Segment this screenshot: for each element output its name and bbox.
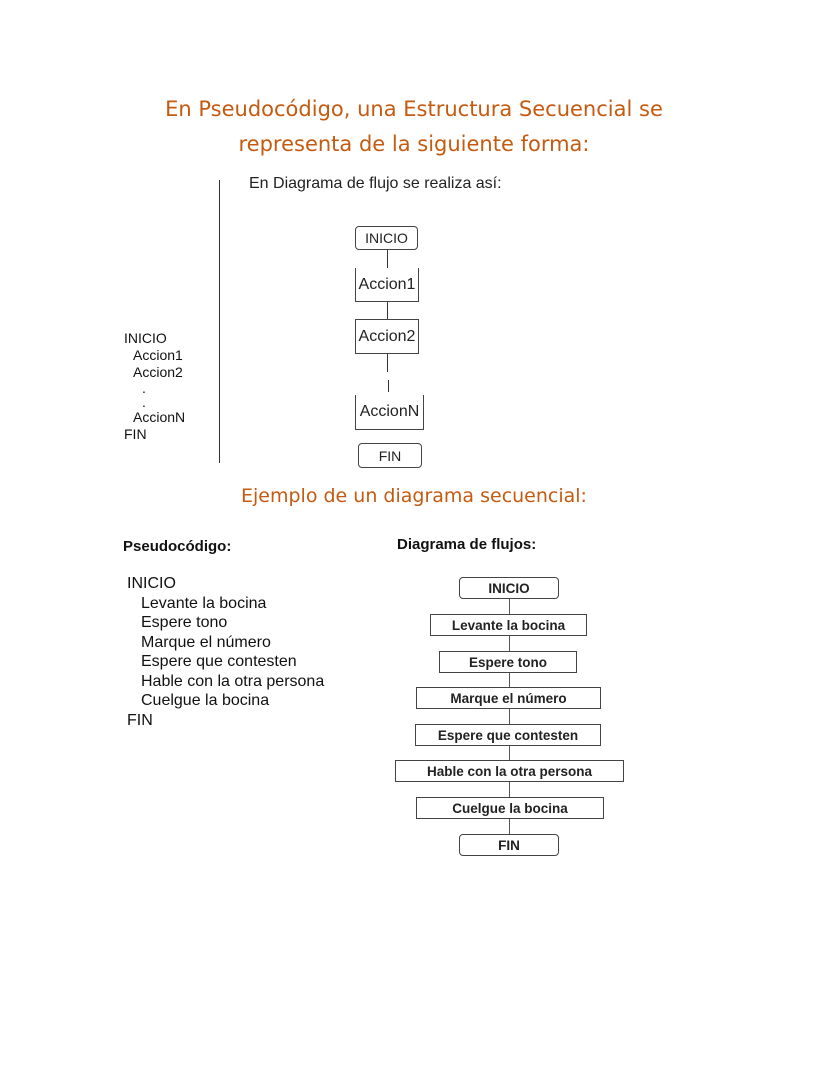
pseudo-line: Hable con la otra persona: [141, 672, 325, 690]
flow-heading: En Diagrama de flujo se realiza así:: [249, 175, 502, 192]
flow-node-inicio: INICIO: [459, 577, 559, 599]
connector: [388, 380, 389, 392]
connector: [387, 354, 388, 372]
title-line-2: representa de la siguiente forma:: [238, 132, 590, 156]
connector: [387, 302, 388, 319]
pseudo-line: INICIO: [127, 575, 176, 592]
flow-node-fin: FIN: [459, 834, 559, 856]
divider-line: [219, 180, 220, 463]
pseudo-line: FIN: [127, 711, 153, 729]
example-title: Ejemplo de un diagrama secuencial:: [241, 485, 587, 507]
pseudo-line: AccionN: [133, 409, 186, 425]
pseudo-heading: Pseudocódigo:: [123, 538, 232, 555]
pseudo-line: INICIO: [124, 330, 167, 346]
connector: [387, 250, 388, 268]
pseudo-line: .: [142, 394, 146, 410]
flow-node: Marque el número: [416, 687, 601, 709]
flow-node: Hable con la otra persona: [395, 760, 624, 782]
pseudo-line: Levante la bocina: [141, 594, 267, 612]
pseudo-line: Cuelgue la bocina: [141, 692, 270, 709]
flow-heading-2: Diagrama de flujos:: [397, 536, 537, 553]
pseudo-line: .: [142, 380, 146, 396]
title-line-1: En Pseudocódigo, una Estructura Secuencial se: [165, 97, 663, 121]
flow-node: Espere tono: [439, 651, 577, 673]
pseudo-line: Accion1: [133, 347, 183, 363]
pseudo-line: FIN: [124, 426, 147, 442]
flow-node-accion1: Accion1: [355, 268, 419, 302]
flow-node-fin: FIN: [358, 443, 422, 468]
pseudo-line: Espere que contesten: [141, 653, 297, 670]
flow-node-inicio: INICIO: [355, 226, 418, 250]
flow-node: Cuelgue la bocina: [416, 797, 604, 819]
flow-node-accionn: AccionN: [355, 395, 424, 430]
flow-node: Espere que contesten: [415, 724, 601, 746]
pseudo-line: Espere tono: [141, 614, 228, 631]
flow-node: Levante la bocina: [430, 614, 587, 636]
pseudo-line: Accion2: [133, 364, 183, 380]
flow-node-accion2: Accion2: [355, 319, 419, 354]
pseudo-line: Marque el número: [141, 633, 271, 651]
pseudocode-block: [124, 330, 185, 443]
pseudocode-example: [127, 574, 324, 730]
